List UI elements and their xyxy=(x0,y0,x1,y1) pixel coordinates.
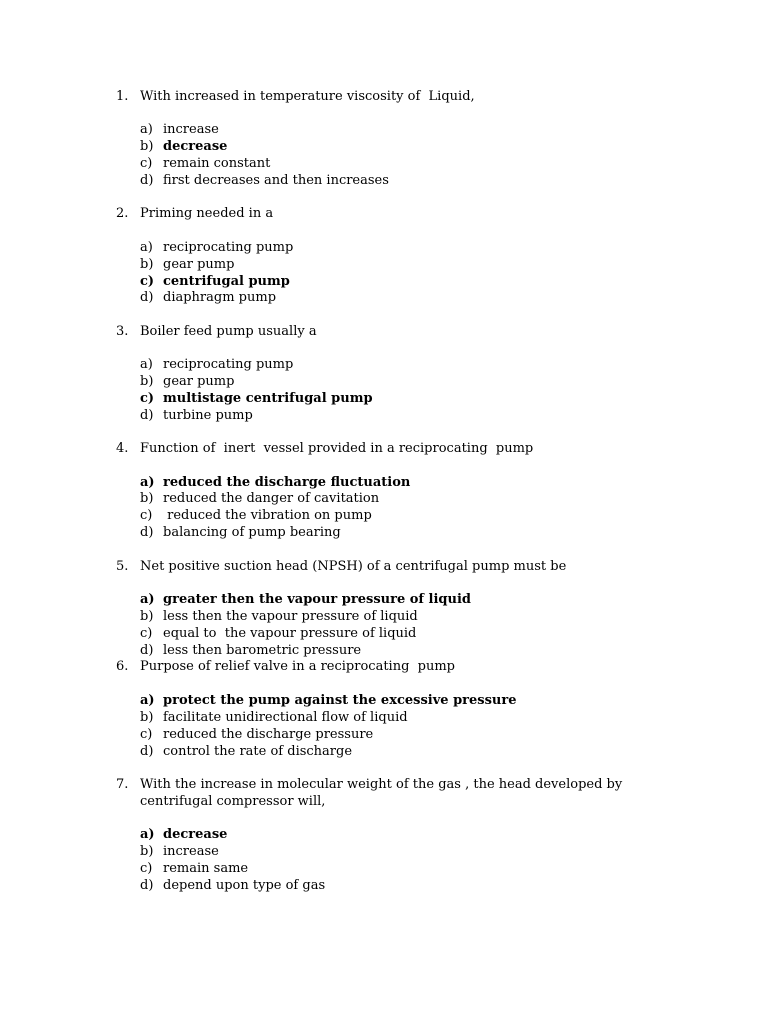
question-number: 6. xyxy=(116,659,129,674)
option-letter: b) xyxy=(140,609,154,624)
question-number: 4. xyxy=(116,441,129,456)
option-letter: b) xyxy=(140,374,154,389)
option-letter: b) xyxy=(140,491,154,506)
option-text: turbine pump xyxy=(163,408,253,423)
question-text: Priming needed in a xyxy=(140,206,274,221)
option-text: remain constant xyxy=(163,156,271,171)
question-text: Function of inert vessel provided in a reciprocating pump xyxy=(140,441,534,456)
question-number: 1. xyxy=(116,89,129,104)
option-text: increase xyxy=(163,122,219,137)
option-text: increase xyxy=(163,844,219,859)
option-letter: a) xyxy=(140,122,153,137)
option-text: facilitate unidirectional flow of liquid xyxy=(163,710,408,725)
question-text: With increased in temperature viscosity of Liquid, xyxy=(140,89,475,104)
question-number: 5. xyxy=(116,559,129,574)
option-letter: c) xyxy=(140,508,153,523)
correct-option-text: protect the pump against the excessive pressure xyxy=(163,693,517,708)
option-text: depend upon type of gas xyxy=(163,878,326,893)
question-number: 2. xyxy=(116,206,129,221)
option-text: remain same xyxy=(163,861,249,876)
option-text: gear pump xyxy=(163,374,235,389)
option-letter: d) xyxy=(140,173,154,188)
option-text: reduced the vibration on pump xyxy=(163,508,372,523)
option-letter: b) xyxy=(140,710,154,725)
option-text: less then barometric pressure xyxy=(163,643,362,658)
option-text: reciprocating pump xyxy=(163,240,294,255)
option-letter: c) xyxy=(140,626,153,641)
option-text: less then the vapour pressure of liquid xyxy=(163,609,418,624)
option-text: gear pump xyxy=(163,257,235,272)
option-letter: d) xyxy=(140,290,154,305)
option-letter: b) xyxy=(140,139,154,154)
option-letter: c) xyxy=(140,861,153,876)
option-letter: a) xyxy=(140,240,153,255)
option-letter: d) xyxy=(140,525,154,540)
option-text: equal to the vapour pressure of liquid xyxy=(163,626,417,641)
correct-option-text: greater then the vapour pressure of liquid xyxy=(163,592,471,607)
correct-option-letter: a) xyxy=(140,693,155,708)
correct-option-text: centrifugal pump xyxy=(163,274,290,289)
correct-option-letter: c) xyxy=(140,274,155,289)
question-text: Net positive suction head (NPSH) of a centrifugal pump must be xyxy=(140,559,567,574)
correct-option-letter: a) xyxy=(140,592,155,607)
question-number: 7. xyxy=(116,777,129,792)
option-letter: a) xyxy=(140,357,153,372)
option-letter: c) xyxy=(140,727,153,742)
option-letter: d) xyxy=(140,878,154,893)
question-text: Boiler feed pump usually a xyxy=(140,324,317,339)
question-text: With the increase in molecular weight of the gas , the head developed by xyxy=(140,777,623,792)
option-letter: d) xyxy=(140,408,154,423)
option-text: first decreases and then increases xyxy=(163,173,389,188)
option-text: control the rate of discharge xyxy=(163,744,353,759)
correct-option-letter: a) xyxy=(140,475,155,490)
option-letter: c) xyxy=(140,156,153,171)
correct-option-letter: c) xyxy=(140,391,155,406)
question-text: Purpose of relief valve in a reciprocating pump xyxy=(140,659,456,674)
correct-option-letter: a) xyxy=(140,827,155,842)
option-letter: b) xyxy=(140,844,154,859)
correct-option-text: decrease xyxy=(163,827,228,842)
option-text: reduced the danger of cavitation xyxy=(163,491,380,506)
correct-option-text: decrease xyxy=(163,139,228,154)
question-number: 3. xyxy=(116,324,129,339)
option-letter: b) xyxy=(140,257,154,272)
option-text: balancing of pump bearing xyxy=(163,525,341,540)
option-text: reciprocating pump xyxy=(163,357,294,372)
question-text-continued: centrifugal compressor will, xyxy=(140,794,326,809)
option-letter: d) xyxy=(140,643,154,658)
correct-option-text: reduced the discharge fluctuation xyxy=(163,475,411,490)
option-letter: d) xyxy=(140,744,154,759)
option-text: diaphragm pump xyxy=(163,290,277,305)
option-text: reduced the discharge pressure xyxy=(163,727,374,742)
correct-option-text: multistage centrifugal pump xyxy=(163,391,373,406)
